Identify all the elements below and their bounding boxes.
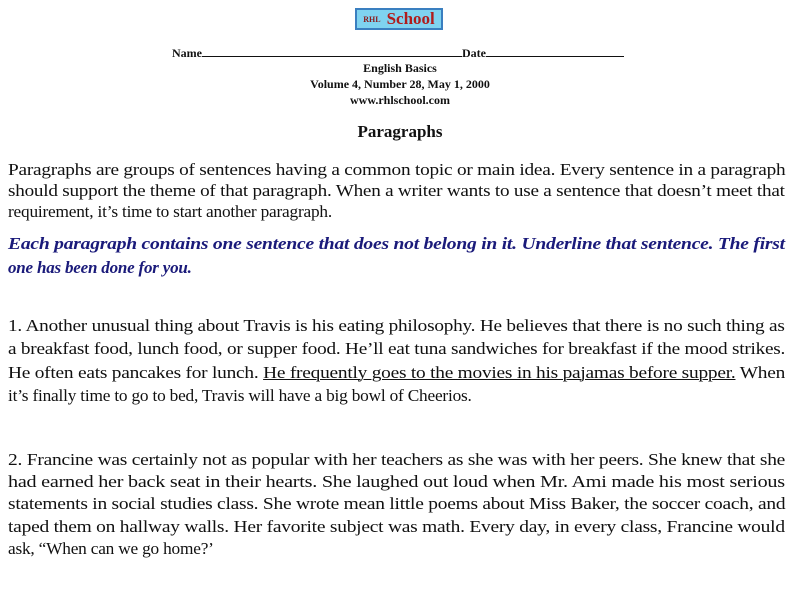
- exercise1-line: [8, 363, 785, 383]
- issue-info: Volume 4, Number 28, May 1, 2000: [310, 77, 490, 91]
- page-title: Paragraphs: [357, 122, 443, 141]
- intro-line: Paragraphs are groups of sentences having a common topic or main idea. Every sentence in a paragraph: [8, 160, 786, 179]
- instructions-line: one has been done for you.: [8, 258, 192, 277]
- website: www.rhlschool.com: [350, 93, 450, 107]
- date-blank[interactable]: [486, 56, 624, 57]
- intro-line: should support the theme of that paragraph. When a writer wants to use a sentence that doesn’t meet that: [8, 181, 785, 200]
- exercise1-line: it’s finally time to go to bed, Travis will have a big bowl of Cheerios.: [8, 386, 472, 405]
- sentence: When: [735, 363, 786, 382]
- name-label: Name: [172, 46, 202, 60]
- date-label: Date: [462, 46, 486, 60]
- logo-small-text: RHL: [363, 14, 381, 24]
- instructions-line: Each paragraph contains one sentence that does not belong in it. Underline that sentence. The first: [8, 234, 785, 253]
- sentence: He often eats pancakes for lunch.: [8, 363, 264, 382]
- underlined-sentence: He frequently goes to the movies in his pajamas before supper.: [263, 363, 736, 382]
- name-blank[interactable]: [202, 56, 462, 57]
- rhl-school-logo: [355, 8, 443, 30]
- name-date-line: [172, 46, 624, 61]
- exercise2-line: taped them on hallway walls. Her favorite subject was math. Every day, in every class, Francine would: [8, 517, 785, 536]
- exercise2-line: had earned her back seat in their hearts. She laughed out loud when Mr. Ami made his most serious: [8, 472, 785, 491]
- exercise2-line: ask, “When can we go home?’: [8, 539, 214, 558]
- exercise2-line: 2. Francine was certainly not as popular with her teachers as she was with her peers. She knew that she: [8, 450, 786, 469]
- subject: English Basics: [363, 61, 437, 75]
- intro-line: requirement, it’s time to start another paragraph.: [8, 202, 332, 221]
- logo-main-text: School: [386, 9, 435, 28]
- exercise1-line: a breakfast food, lunch food, or supper food. He’ll eat tuna sandwiches for breakfast if the mood strikes.: [8, 339, 786, 358]
- exercise1-line: 1. Another unusual thing about Travis is his eating philosophy. He believes that there is no such thing as: [8, 316, 785, 335]
- exercise2-line: statements in social studies class. She wrote mean little poems about Miss Baker, the soccer coach, and: [8, 494, 786, 513]
